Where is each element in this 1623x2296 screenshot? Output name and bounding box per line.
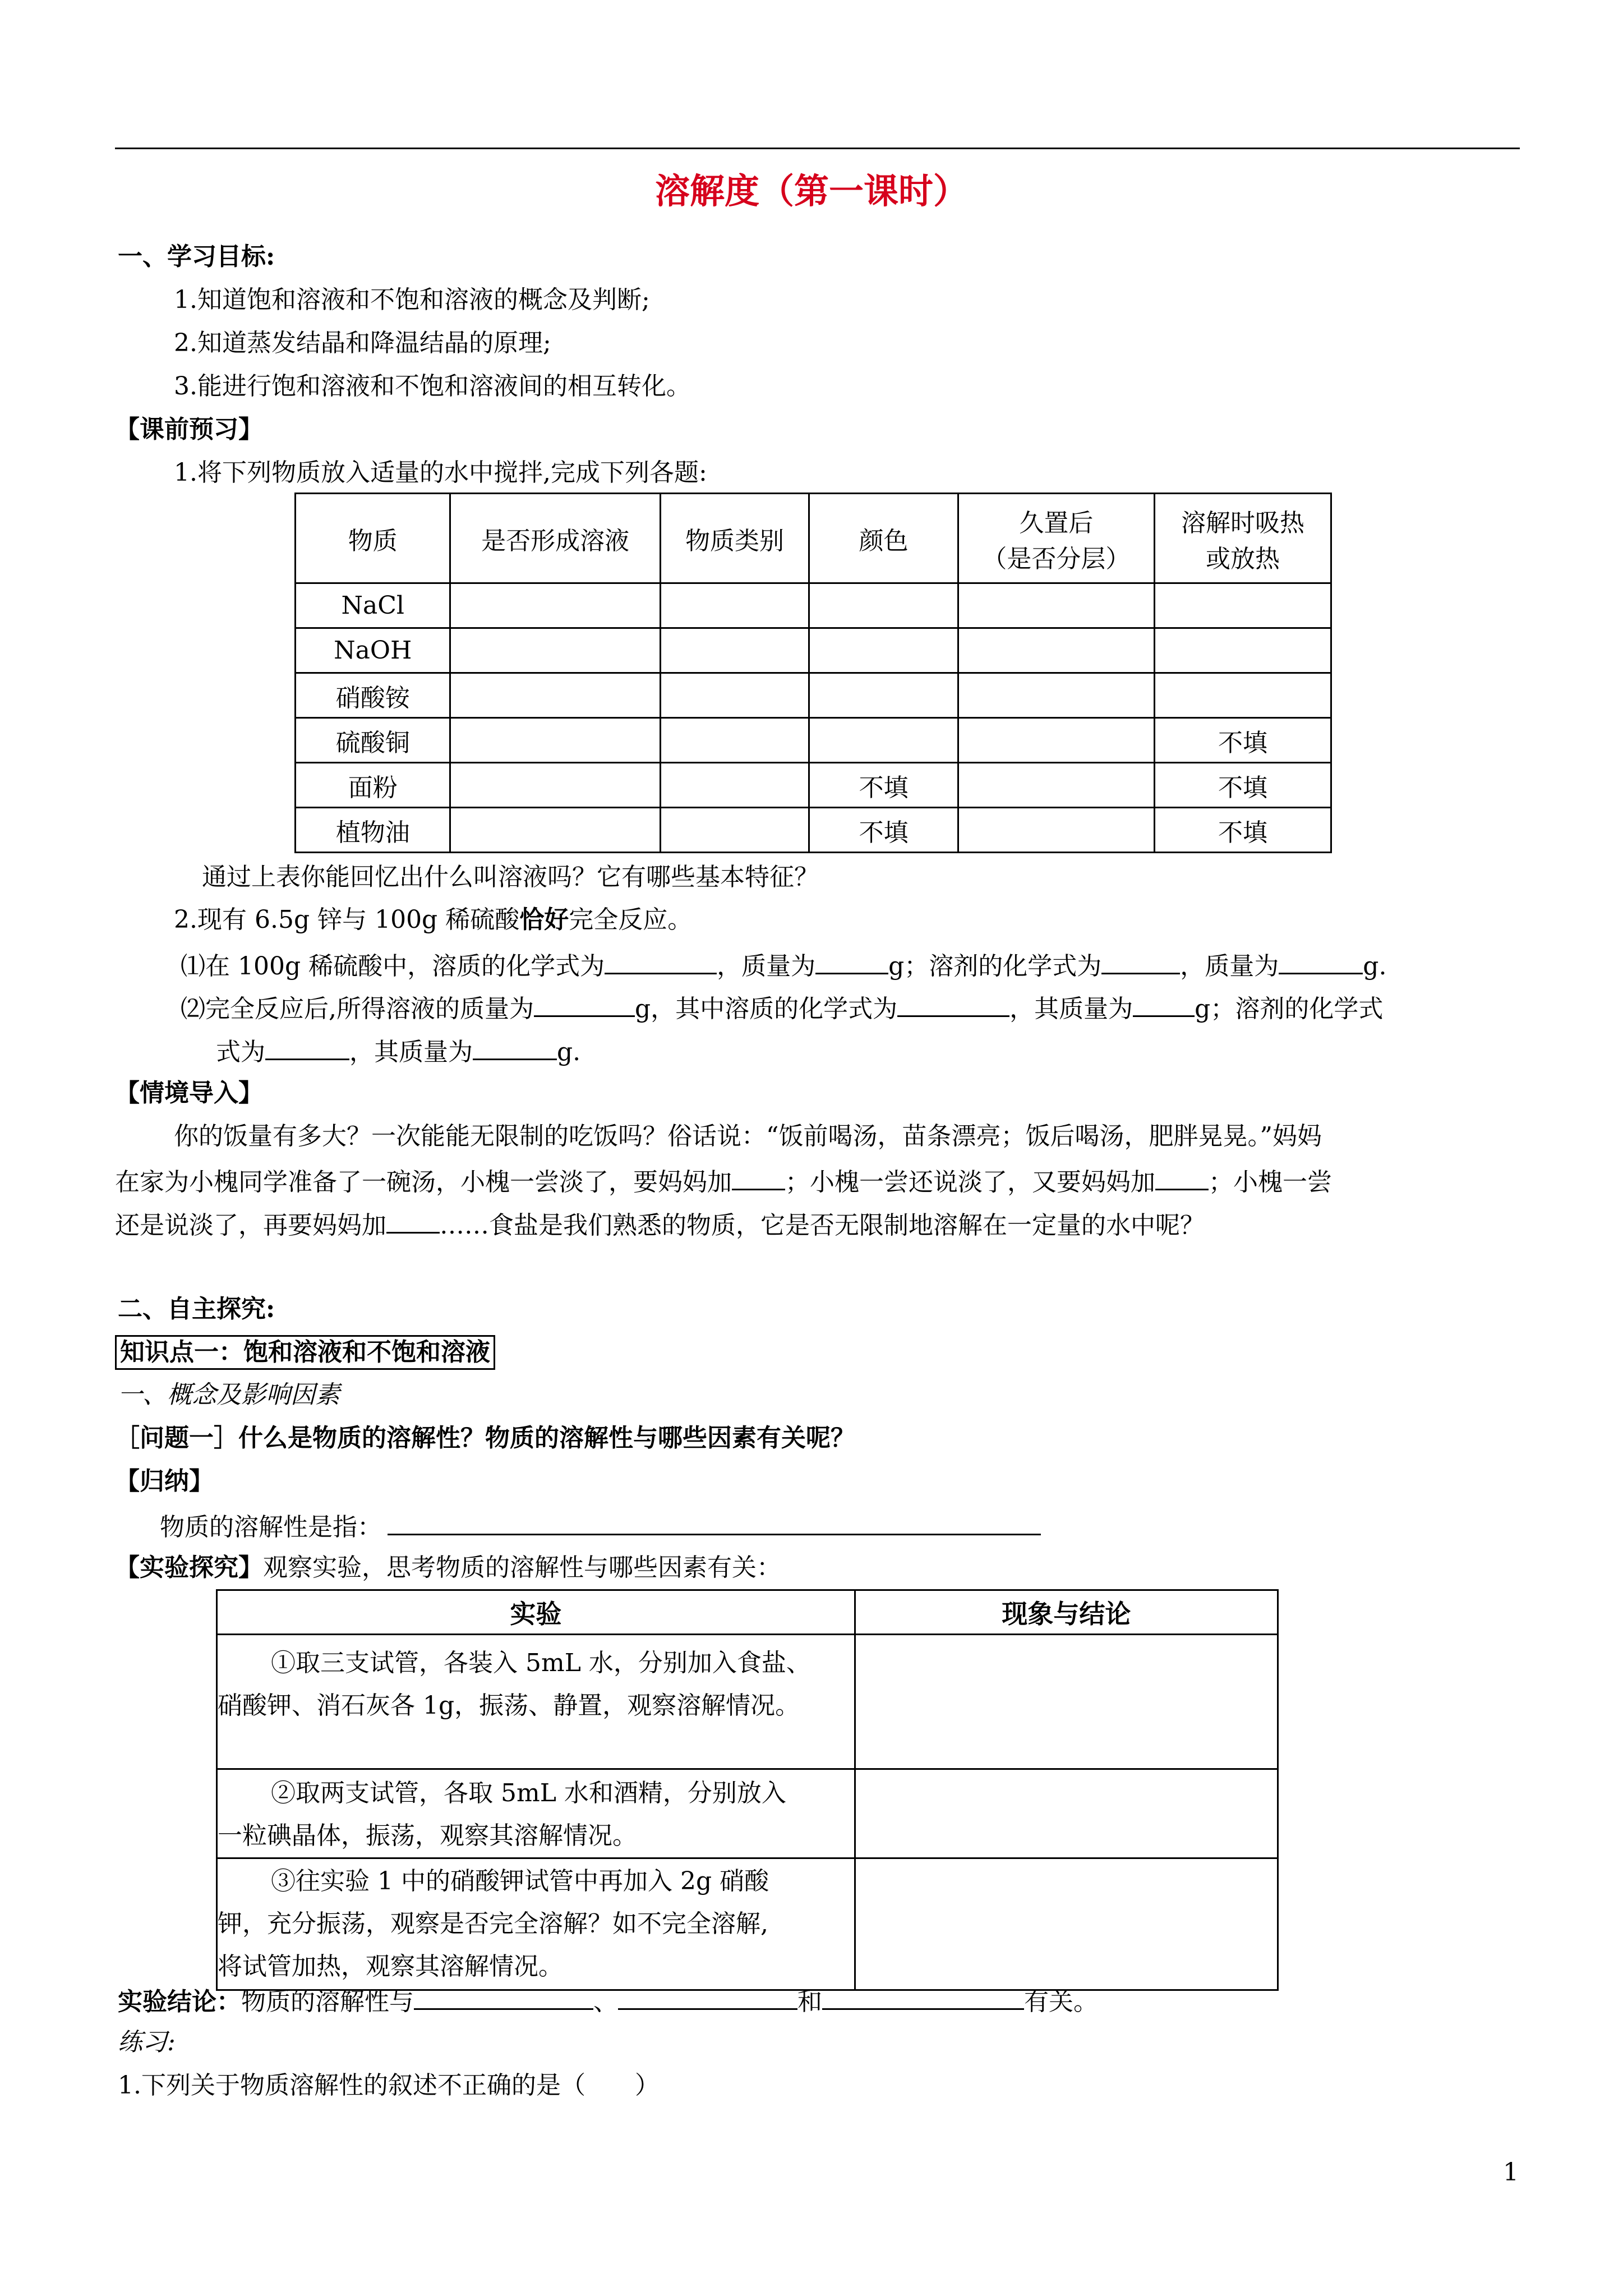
experiment-intro: 【实验探究】观察实验，思考物质的溶解性与哪些因素有关： bbox=[115, 1553, 781, 1582]
summary-line: 物质的溶解性是指： bbox=[160, 1509, 1041, 1543]
experiment-table bbox=[216, 1589, 1279, 1991]
intro-text: 你的饭量有多大？一次能能无限制的吃饭吗？俗话说：“饭前喝汤，苗条漂亮；饭后喝汤，肥胖晃晃。”妈妈 bbox=[174, 1122, 1322, 1151]
answer-blank[interactable] bbox=[605, 948, 717, 974]
summary-heading: 【归纳】 bbox=[115, 1467, 214, 1496]
table-cell[interactable] bbox=[809, 628, 958, 673]
practice-question: 1.下列关于物质溶解性的叙述不正确的是（ ） bbox=[118, 2071, 660, 2100]
section-heading: 一、学习目标: bbox=[118, 242, 275, 271]
header-rule bbox=[115, 148, 1520, 149]
table-row bbox=[217, 1769, 1278, 1858]
table-cell[interactable] bbox=[958, 718, 1154, 763]
intro-heading: 【情境导入】 bbox=[115, 1079, 263, 1107]
table-cell[interactable] bbox=[1154, 673, 1331, 718]
table-cell: 硫酸铜 bbox=[296, 718, 450, 763]
table-cell[interactable] bbox=[450, 808, 660, 853]
table-cell[interactable] bbox=[660, 808, 809, 853]
table-cell[interactable] bbox=[809, 583, 958, 628]
question-text: 2.现有 6.5g 锌与 100g 稀硫酸恰好完全反应。 bbox=[174, 905, 693, 934]
problem-text: ［问题一］什么是物质的溶解性？物质的溶解性与哪些因素有关呢？ bbox=[115, 1424, 855, 1452]
answer-blank[interactable] bbox=[388, 1509, 1041, 1535]
subsection-title: 一、概念及影响因素 bbox=[118, 1381, 340, 1409]
knowledge-point-box: 知识点一：饱和溶液和不饱和溶液 bbox=[115, 1335, 495, 1370]
table-header: 久置后 （是否分层） bbox=[958, 494, 1154, 583]
page-title: 溶解度（第一课时） bbox=[654, 171, 968, 211]
table-header: 物质 bbox=[296, 494, 450, 583]
table-cell[interactable] bbox=[450, 763, 660, 808]
practice-label: 练习: bbox=[118, 2028, 176, 2056]
table-row bbox=[217, 1635, 1278, 1769]
table-cell[interactable] bbox=[855, 1858, 1278, 1990]
table-header: 实验 bbox=[217, 1590, 855, 1635]
table-header: 是否形成溶液 bbox=[450, 494, 660, 583]
table-header: 溶解时吸热 或放热 bbox=[1154, 494, 1331, 583]
table-row bbox=[296, 673, 1331, 718]
table-row bbox=[217, 1858, 1278, 1990]
table-cell[interactable] bbox=[958, 763, 1154, 808]
question-text: 1.将下列物质放入适量的水中搅拌,完成下列各题: bbox=[174, 458, 707, 487]
answer-blank[interactable] bbox=[1133, 991, 1195, 1017]
preview-table bbox=[294, 493, 1332, 853]
table-cell[interactable] bbox=[958, 673, 1154, 718]
table-cell[interactable] bbox=[855, 1635, 1278, 1769]
table-cell[interactable] bbox=[1154, 628, 1331, 673]
answer-blank[interactable] bbox=[265, 1034, 349, 1060]
answer-blank[interactable] bbox=[414, 1984, 593, 2010]
table-cell: NaOH bbox=[296, 628, 450, 673]
intro-text: 还是说淡了，再要妈妈加 ……食盐是我们熟悉的物质，它是否无限制地溶解在一定量的水中呢？ bbox=[115, 1207, 1205, 1241]
table-cell[interactable] bbox=[855, 1769, 1278, 1858]
table-cell[interactable] bbox=[809, 718, 958, 763]
table-cell: 面粉 bbox=[296, 763, 450, 808]
table-row bbox=[296, 583, 1331, 628]
table-cell[interactable] bbox=[1154, 583, 1331, 628]
table-row bbox=[296, 808, 1331, 853]
answer-blank[interactable] bbox=[534, 991, 635, 1017]
answer-blank[interactable] bbox=[732, 1164, 785, 1190]
table-row bbox=[296, 763, 1331, 808]
table-cell[interactable] bbox=[450, 628, 660, 673]
question-line: ⑵完全反应后,所得溶液的质量为 g，其中溶质的化学式为 ，其质量为 g；溶剂的化学式 bbox=[181, 991, 1383, 1025]
table-cell[interactable] bbox=[958, 583, 1154, 628]
table-cell: 不填 bbox=[1154, 763, 1331, 808]
table-cell: ①取三支试管，各装入 5mL 水，分别加入食盐、 硝酸钾、消石灰各 1g，振荡、静置，观察溶解情况。 bbox=[217, 1635, 855, 1769]
table-row bbox=[296, 628, 1331, 673]
preview-heading: 【课前预习】 bbox=[115, 415, 263, 444]
table-cell[interactable] bbox=[660, 583, 809, 628]
table-cell: ②取两支试管，各取 5mL 水和酒精，分别放入 一粒碘晶体，振荡，观察其溶解情况。 bbox=[217, 1769, 855, 1858]
answer-blank[interactable] bbox=[1155, 1164, 1209, 1190]
table-cell[interactable] bbox=[958, 628, 1154, 673]
table-cell[interactable] bbox=[660, 673, 809, 718]
answer-blank[interactable] bbox=[822, 1984, 1024, 2010]
goal-item: 2.知道蒸发结晶和降温结晶的原理; bbox=[174, 329, 551, 357]
table-cell[interactable] bbox=[660, 628, 809, 673]
table-cell[interactable] bbox=[450, 673, 660, 718]
answer-blank[interactable] bbox=[386, 1207, 440, 1234]
table-cell: 不填 bbox=[809, 763, 958, 808]
question-line: ⑴在 100g 稀硫酸中，溶质的化学式为 ，质量为 g；溶剂的化学式为 ，质量为 g. bbox=[181, 948, 1386, 982]
table-cell[interactable] bbox=[450, 718, 660, 763]
answer-blank[interactable] bbox=[897, 991, 1009, 1017]
page-number: 1 bbox=[1503, 2158, 1519, 2187]
table-cell[interactable] bbox=[660, 763, 809, 808]
table-row bbox=[296, 718, 1331, 763]
section-heading: 二、自主探究: bbox=[118, 1295, 275, 1323]
table-header: 颜色 bbox=[809, 494, 958, 583]
intro-text: 在家为小槐同学准备了一碗汤，小槐一尝淡了，要妈妈加 ；小槐一尝还说淡了，又要妈妈加 ；小槐一尝 bbox=[115, 1164, 1332, 1198]
table-cell: 硝酸铵 bbox=[296, 673, 450, 718]
table-header: 现象与结论 bbox=[855, 1590, 1278, 1635]
table-cell[interactable] bbox=[450, 583, 660, 628]
goal-item: 3.能进行饱和溶液和不饱和溶液间的相互转化。 bbox=[174, 372, 691, 401]
table-cell: 不填 bbox=[1154, 718, 1331, 763]
goal-item: 1.知道饱和溶液和不饱和溶液的概念及判断; bbox=[174, 286, 650, 314]
table-header: 物质类别 bbox=[660, 494, 809, 583]
question-line: 式为 ，其质量为 g. bbox=[216, 1034, 580, 1068]
table-cell: 不填 bbox=[809, 808, 958, 853]
answer-blank[interactable] bbox=[473, 1034, 557, 1060]
answer-blank[interactable] bbox=[1279, 948, 1363, 974]
answer-blank[interactable] bbox=[618, 1984, 797, 2010]
table-cell: 不填 bbox=[1154, 808, 1331, 853]
prompt-text: 通过上表你能回忆出什么叫溶液吗？它有哪些基本特征？ bbox=[202, 863, 819, 891]
table-cell: ③往实验 1 中的硝酸钾试管中再加入 2g 硝酸 钾，充分振荡，观察是否完全溶解？如不完全溶解, 将试管加热，观察其溶解情况。 bbox=[217, 1858, 855, 1990]
answer-blank[interactable] bbox=[1101, 948, 1180, 974]
table-cell[interactable] bbox=[809, 673, 958, 718]
table-cell: NaCl bbox=[296, 583, 450, 628]
table-cell[interactable] bbox=[958, 808, 1154, 853]
conclusion-line: 实验结论：物质的溶解性与 、 和 有关。 bbox=[118, 1984, 1098, 2018]
table-cell: 植物油 bbox=[296, 808, 450, 853]
table-cell[interactable] bbox=[660, 718, 809, 763]
answer-blank[interactable] bbox=[815, 948, 888, 974]
